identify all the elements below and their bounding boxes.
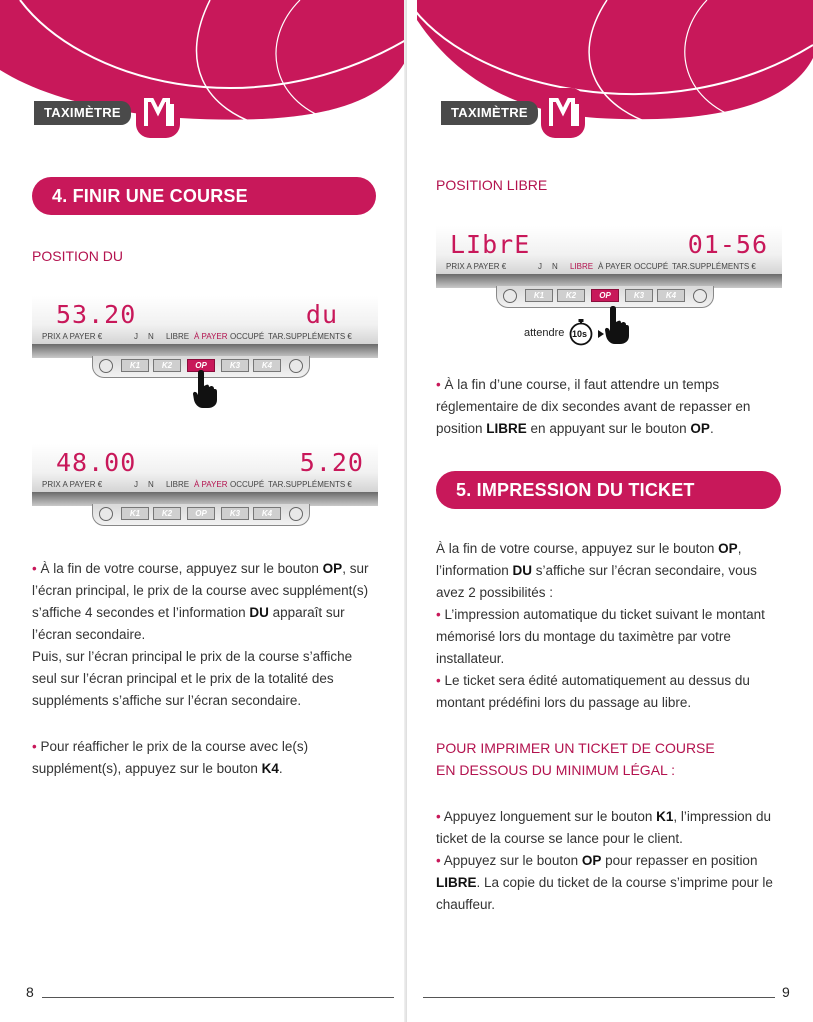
- label-tar-supplements: TAR.SUPPLÉMENTS €: [268, 332, 352, 341]
- bullet: •: [436, 607, 441, 622]
- text: À la fin de votre course, appuyez sur le bouton: [40, 561, 323, 576]
- bullet: •: [32, 739, 37, 754]
- m1-logo-icon: [541, 88, 585, 138]
- key-k3[interactable]: K3: [221, 359, 249, 372]
- keypad-right-cap: [289, 507, 303, 521]
- page-number: 9: [782, 984, 790, 1000]
- paragraph-ticket-intro: [436, 538, 782, 604]
- main-screen-value: 48.00: [56, 448, 137, 477]
- label-occupe: OCCUPÉ: [230, 480, 265, 489]
- paragraph-press-op: [436, 850, 782, 916]
- text: pour repasser en position: [601, 853, 758, 868]
- text: L’impression automatique du ticket suivant le montant mémorisé lors du montage du taximètre par votre installateur.: [436, 607, 765, 666]
- info-ref-du: DU: [512, 563, 533, 578]
- keypad-left-cap: [99, 507, 113, 521]
- text: , l’information: [436, 541, 742, 578]
- label-tar-supplements: TAR.SUPPLÉMENTS €: [268, 480, 352, 489]
- brand-tag: TAXIMÈTRE: [34, 101, 131, 125]
- paragraph-auto-edit: [436, 670, 782, 714]
- label-prix: PRIX A PAYER €: [446, 262, 507, 271]
- text: Appuyez longuement sur le bouton: [443, 809, 657, 824]
- paragraph-redisplay: [32, 736, 378, 780]
- button-ref-op: OP: [690, 421, 710, 436]
- button-ref-op: OP: [581, 853, 602, 868]
- m1-logo-icon: [136, 88, 180, 138]
- page-left: [0, 0, 406, 1022]
- key-k4[interactable]: K4: [253, 507, 281, 520]
- button-ref-op: OP: [718, 541, 738, 556]
- label-prix: PRIX A PAYER €: [42, 480, 103, 489]
- label-j: J: [134, 332, 138, 341]
- key-op[interactable]: OP: [187, 359, 215, 372]
- keypad-left-cap: [503, 289, 517, 303]
- label-n: N: [552, 262, 558, 271]
- display-screen: [32, 296, 378, 344]
- text: apparaît sur l’écran secondaire.: [32, 605, 345, 642]
- section-title-finish: 4. FINIR UNE COURSE: [32, 177, 376, 215]
- brand-logo: [541, 88, 585, 138]
- text: À la fin d’une course, il faut attendre un temps réglementaire de dix secondes avant de repasser en position: [436, 377, 751, 436]
- taximeter-display-totals: [32, 444, 378, 554]
- label-libre: LIBRE: [166, 480, 190, 489]
- brand-logo: [136, 88, 180, 138]
- label-j: J: [134, 480, 138, 489]
- subhead-print-below-minimum-1: POUR IMPRIMER UN TICKET DE COURSE: [436, 740, 715, 756]
- key-k2[interactable]: K2: [557, 289, 585, 302]
- subhead-position-libre: POSITION LIBRE: [436, 177, 548, 193]
- subhead-print-below-minimum-2: EN DESSOUS DU MINIMUM LÉGAL :: [436, 762, 676, 778]
- label-libre: LIBRE: [570, 262, 594, 271]
- key-k3[interactable]: K3: [221, 507, 249, 520]
- label-prix: PRIX A PAYER €: [42, 332, 103, 341]
- label-a-payer: À PAYER: [194, 480, 228, 489]
- text: Pour réafficher le prix de la course avec le(s) supplément(s), appuyez sur le bouton: [32, 739, 309, 776]
- label-j: J: [538, 262, 542, 271]
- display-labels: [32, 331, 378, 343]
- bullet: •: [436, 673, 441, 688]
- paragraph-price-display: Puis, sur l’écran principal le prix de la course s’affiche seul sur l’écran principal et le prix de la totalité des suppléments s’affiche sur l’écran secondaire.: [32, 649, 353, 708]
- key-k1[interactable]: K1: [525, 289, 553, 302]
- bullet: •: [32, 561, 37, 576]
- key-k1[interactable]: K1: [121, 359, 149, 372]
- label-occupe: OCCUPÉ: [230, 332, 265, 341]
- brand-tag: TAXIMÈTRE: [441, 101, 538, 125]
- footer-rule: [423, 997, 775, 998]
- footer-rule: [42, 997, 394, 998]
- position-ref-libre: LIBRE: [486, 421, 527, 436]
- bullet: •: [436, 809, 441, 824]
- label-n: N: [148, 480, 154, 489]
- paragraph-press-k1: [436, 806, 782, 850]
- main-screen-value: 53.20: [56, 300, 137, 329]
- wait-label: attendre: [524, 327, 565, 339]
- keypad: [92, 504, 310, 526]
- key-k2[interactable]: K2: [153, 359, 181, 372]
- keypad-right-cap: [693, 289, 707, 303]
- paragraph-auto-print: [436, 604, 782, 670]
- text: . La copie du ticket de la course s’imprime pour le chauffeur.: [436, 875, 773, 912]
- page-right: [407, 0, 813, 1022]
- section-title-ticket: 5. IMPRESSION DU TICKET: [436, 471, 781, 509]
- taximeter-display-libre: [436, 226, 782, 339]
- text: en appuyant sur le bouton: [526, 421, 691, 436]
- text: s’affiche sur l’écran secondaire, vous avez 2 possibilités :: [436, 563, 757, 600]
- button-ref-k4: K4: [261, 761, 279, 776]
- keypad-right-cap: [289, 359, 303, 373]
- text: , sur l’écran principal, le prix de la course avec supplément(s) s’affiche 4 secondes et l’information: [32, 561, 369, 620]
- button-ref-k1: K1: [656, 809, 674, 824]
- text: , l’impression du ticket de la course se lance pour le client.: [436, 809, 771, 846]
- secondary-screen-value: du: [305, 300, 338, 329]
- secondary-screen-value: 5.20: [299, 448, 364, 477]
- pointing-hand-icon: [192, 368, 218, 408]
- main-screen-value: LIbrE: [450, 230, 531, 259]
- text: Appuyez sur le bouton: [443, 853, 582, 868]
- label-a-payer: À PAYER: [194, 332, 228, 341]
- taximeter-display-du: [32, 296, 378, 406]
- info-ref-du: DU: [249, 605, 269, 620]
- subhead-position-du: POSITION DU: [32, 248, 124, 264]
- text: Le ticket sera édité automatiquement au dessus du montant prédéfini lors du passage au libre.: [436, 673, 750, 710]
- brand: [441, 88, 591, 138]
- label-libre: LIBRE: [166, 332, 190, 341]
- label-tar-supplements: TAR.SUPPLÉMENTS €: [672, 262, 756, 271]
- bullet: •: [436, 377, 441, 392]
- key-k4[interactable]: K4: [657, 289, 685, 302]
- display-screen: [32, 444, 378, 492]
- button-ref-op: OP: [322, 561, 343, 576]
- key-op[interactable]: OP: [591, 289, 619, 302]
- display-labels: [436, 261, 782, 273]
- text: .: [709, 421, 714, 436]
- key-k3[interactable]: K3: [625, 289, 653, 302]
- display-screen: [436, 226, 782, 274]
- key-op[interactable]: OP: [187, 507, 215, 520]
- text: À la fin de votre course, appuyez sur le bouton: [436, 541, 719, 556]
- bullet: •: [436, 853, 441, 868]
- display-labels: [32, 479, 378, 491]
- keypad-left-cap: [99, 359, 113, 373]
- pointing-hand-icon: [604, 304, 630, 344]
- paragraph-wait-libre: [436, 374, 782, 440]
- key-k1[interactable]: K1: [121, 507, 149, 520]
- paragraph-finish-instructions: [32, 558, 378, 646]
- label-a-payer: À PAYER: [598, 262, 632, 271]
- secondary-screen-value: 01-56: [687, 230, 768, 259]
- label-n: N: [148, 332, 154, 341]
- text: .: [278, 761, 283, 776]
- wait-time: 10s: [572, 329, 588, 339]
- position-ref-libre: LIBRE: [436, 875, 477, 890]
- page-number: 8: [26, 984, 34, 1000]
- label-occupe: OCCUPÉ: [634, 262, 669, 271]
- brand: [34, 88, 184, 138]
- key-k2[interactable]: K2: [153, 507, 181, 520]
- key-k4[interactable]: K4: [253, 359, 281, 372]
